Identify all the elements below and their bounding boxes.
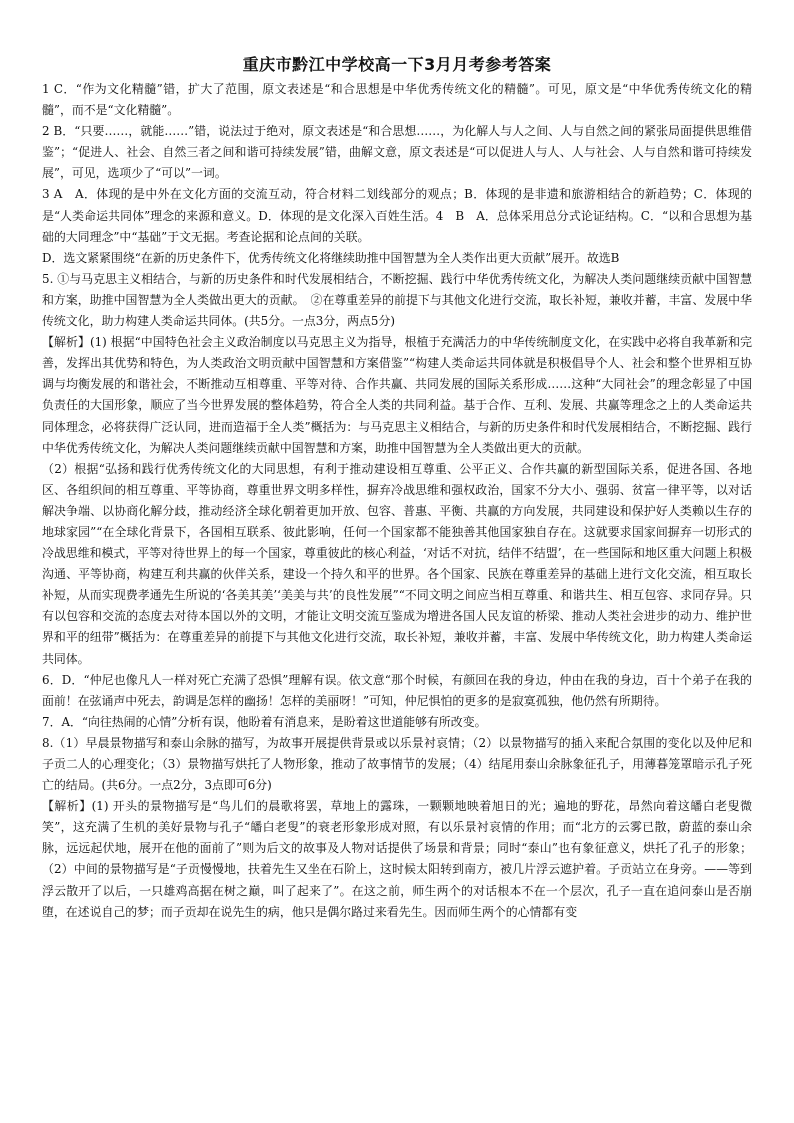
analysis-paragraph: （2）根据“弘扬和践行优秀传统文化的大同思想，有利于推动建设相互尊重、公平正义、合作共赢的新型国际关系，促进各国、各地区、各组织间的相互尊重、平等协商，尊重世界文明多样性，摒弃冷战思维和强权政治，国家不分大小、强弱、贫富一律平等，以对话解决争端、以协商化解分歧，推动经济全球化朝着更加开放、包容、普惠、平衡、共赢的方向发展，共同建设和保护好人类赖以生存的地球家园”“在全球化背景下，各国相互联系、彼此影响，任何一个国家都不能独善其他国家独自存在。这就要求国家间摒弃一切形式的冷战思维和模式，平等对待世界上的每一个国家，尊重彼此的核心利益，‘对话不对抗，结伴不结盟’，在一些国际和地区重大问题上积极沟通、平等协商，构建互利共赢的伙伴关系，建设一个持久和平的世界。各个国家、民族在尊重差异的基础上进行文化交流，相互取长补短，从而实现费孝通先生所说的‘各美其美’‘美美与共’的良性发展”“不同文明之间应当相互尊重、和谐共生、相互包容、求同存异。只有以包容和交流的态度去对待本国以外的文明，才能让文明交流互鉴成为增进各国人民友谊的桥梁、推动人类社会进步的动力、维护世界和平的纽带”概括为：在尊重差异的前提下与其他文化进行交流，取长补短，兼收并蓄，丰富、发展中华传统文化，助力构建人类命运共同体。	[42, 461, 752, 666]
answer-paragraph: 6．D．“仲尼也像凡人一样对死亡充满了恐惧”理解有误。依文意“那个时候，有颜回在我的身边，仲由在我的身边，百十个弟子在我的面前！在弦诵声中死去，韵调是怎样的幽扬！怎样的美丽呀！”可知，仲尼惧怕的更多的是寂寞孤独，他仍然有所期待。	[42, 672, 752, 708]
analysis-paragraph: 【解析】(1) 根据“中国特色社会主义政治制度以马克思主义为指导，根植于充满活力的中华传统制度文化，在实践中必将自我革新和完善，发挥出其优势和特色，为人类政治文明贡献中国智慧和方案借鉴”“构建人类命运共同体就是积极倡导个人、社会和整个世界相互协调与均衡发展的和谐社会，不断推动互相尊重、平等对待、合作共赢、共同发展的国际关系形成……这种“大同社会”的理念彰显了中国负责任的大国形象，顺应了当今世界发展的整体趋势，符合全人类的共同利益。基于合作、互利、发展、共赢等理念之上的人类命运共同体理念，必将获得广泛认同，进而造福于全人类”概括为：与马克思主义相结合，与新的历史条件和时代发展相结合，不断挖掘、践行中华优秀传统文化，为解决人类问题继续贡献中国智慧和方案，助推中国智慧为全人类做出更大的贡献。	[42, 335, 752, 455]
answer-document	[42, 52, 752, 923]
analysis-paragraph: 【解析】(1) 开头的景物描写是“鸟儿们的晨歌将罢，草地上的露珠，一颗颗地映着旭日的光；遍地的野花，昂然向着这皤白老叟微笑”，这充满了生机的美好景物与孔子“皤白老叟”的衰老形象形成对照，有以乐景衬哀情的作用；而“北方的云雾已散，蔚蓝的泰山余脉，远远起伏地，展开在他的面前了”则为后文的故事及人物对话提供了场景和背景；同时“泰山”也有象征意义，烘托了孔子的形象；（2）中间的景物描写是“子贡慢慢地，扶着先生又坐在石阶上，这时候太阳转到南方，被几片浮云遮护着。子贡站立在身旁。——等到浮云散开了以后，一只雄鸡高据在树之巅，叫了起来了”。在这之前，师生两个的对话根本不在一个层次，孔子一直在追问泰山是否崩堕，在述说自己的梦；而子贡却在说先生的病，他只是偶尔路过来看先生。因而师生两个的心情都有变	[42, 799, 752, 919]
page-title: 重庆市黔江中学校高一下3月月考参考答案	[242, 55, 552, 74]
answer-paragraph: 2 B．“只要……，就能……”错，说法过于绝对，原文表述是“和合思想……，为化解人与人之间、人与自然之间的紧张局面提供思维借鉴”；“促进人、社会、自然三者之间和谐可持续发展”错，曲解文意，原文表述是“可以促进人与人、人与社会、人与自然和谐可持续发展”，可见，选项少了“可以”一词。	[42, 124, 752, 181]
answer-paragraph: 3 A A．体现的是中外在文化方面的交流互动，符合材料二划线部分的观点；B．体现的是非遗和旅游相结合的新趋势；C．体现的是“人类命运共同体”理念的来源和意义。D．体现的是文化深入百姓生活。4 B A．总体采用总分式论证结构。C．“以和合思想为基础的大同理念”中“基础”于文无据。考查论据和论点间的关联。	[42, 187, 752, 244]
answer-paragraph: D．选文紧紧围绕“在新的历史条件下，优秀传统文化将继续助推中国智慧为全人类作出更大贡献”展开。故选B	[42, 250, 620, 265]
answer-paragraph: 8.（1）早晨景物描写和泰山余脉的描写，为故事开展提供背景或以乐景衬哀情；（2）以景物描写的插入来配合氛围的变化以及仲尼和子贡二人的心理变化；（3）景物描写烘托了人物形象，推动了故事情节的发展；（4）结尾用泰山余脉象征孔子，用薄暮笼罩暗示孔子死亡的结局。(共6分。一点2分，3点即可6分)	[42, 735, 752, 793]
answer-paragraph: 7．A．“向往热闹的心情”分析有误，他盼着有消息来，是盼着这世道能够有所改变。	[42, 714, 487, 729]
answer-paragraph: 1 C．“作为文化精髓”错，扩大了范围，原文表述是“和合思想是中华优秀传统文化的精髓”。可见，原文是“中华优秀传统文化的精髓”，而不是“文化精髓”。	[42, 82, 752, 118]
answer-paragraph: 5. ①与马克思主义相结合，与新的历史条件和时代发展相结合，不断挖掘、践行中华优秀传统文化，为解决人类问题继续贡献中国智慧和方案，助推中国智慧为全人类做出更大的贡献。 ②在尊重差异的前提下与其他文化进行交流，取长补短，兼收并蓄，丰富、发展中华传统文化，助力构建人类命运共同体。(共5分。一点3分，两点5分)	[42, 271, 752, 329]
